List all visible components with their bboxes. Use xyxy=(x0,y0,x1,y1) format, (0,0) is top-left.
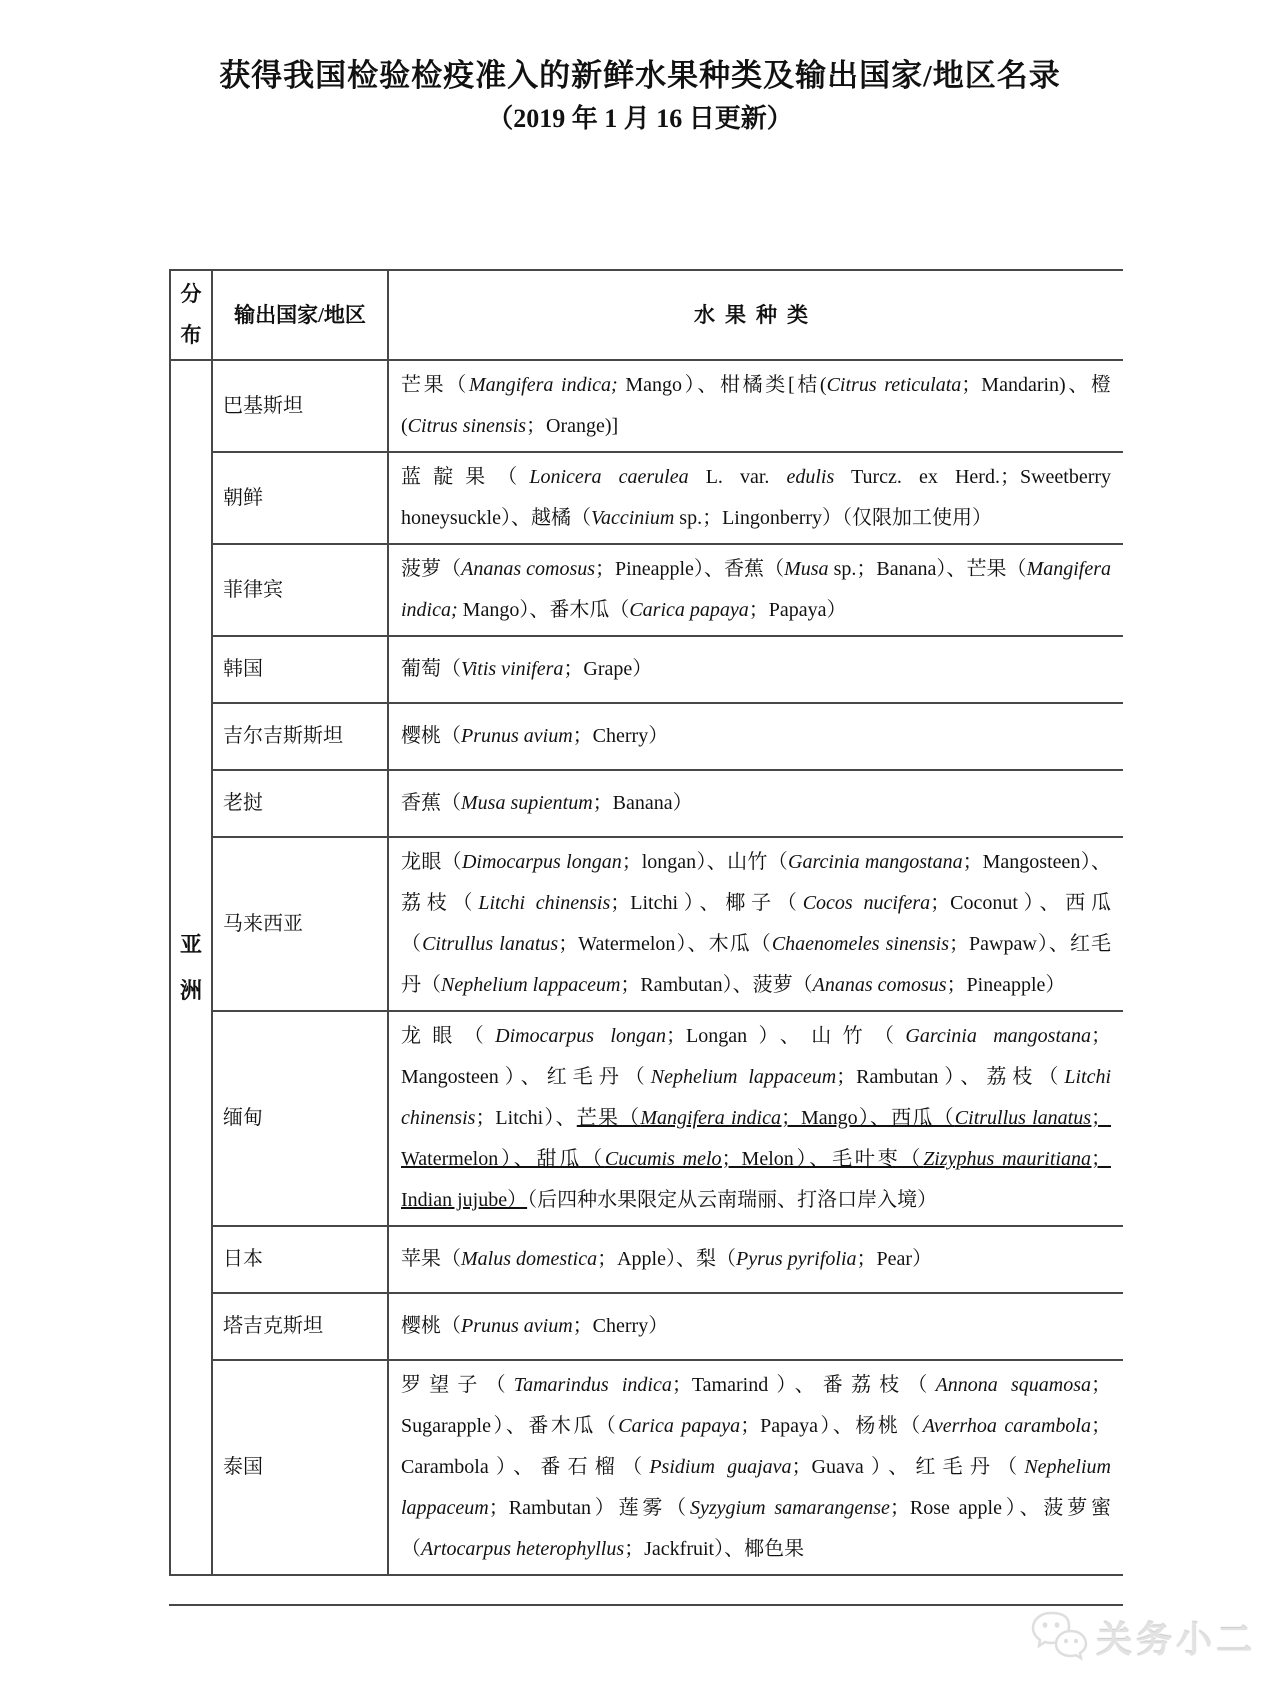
header-export-country: 输出国家/地区 xyxy=(212,270,388,360)
table-row xyxy=(170,770,1123,837)
table-row xyxy=(170,1360,1123,1575)
fruit-cell: 龙眼（Dimocarpus longan；longan）、山竹（Garcinia mangostana；Mangosteen）、荔枝（Litchi chinensis；Litchi）、椰子（Cocos nucifera；Coconut）、西瓜（Citrullus lanatus；Watermelon）、木瓜（Chaenomeles sinensis；Pawpaw）、红毛丹（Nephelium lappaceum；Rambutan）、菠萝（Ananas comosus；Pineapple） xyxy=(388,837,1123,1011)
fruit-cell: 菠萝（Ananas comosus；Pineapple）、香蕉（Musa sp.；Banana）、芒果（Mangifera indica; Mango）、番木瓜（Carica papaya；Papaya） xyxy=(388,544,1123,636)
table-row xyxy=(170,1011,1123,1226)
country-cell: 菲律宾 xyxy=(212,544,388,636)
table-row xyxy=(170,837,1123,1011)
watermark-text: 关务小二 xyxy=(1095,1619,1256,1660)
fruit-access-table xyxy=(169,269,1123,1576)
country-cell: 韩国 xyxy=(212,636,388,703)
fruit-cell: 樱桃（Prunus avium；Cherry） xyxy=(388,1293,1123,1360)
fruit-cell: 罗望子（Tamarindus indica；Tamarind）、番荔枝（Annona squamosa；Sugarapple）、番木瓜（Carica papaya；Papaya）、杨桃（Averrhoa carambola；Carambola）、番石榴（Psidium guajava；Guava）、红毛丹（Nephelium lappaceum；Rambutan）莲雾（Syzygium samarangense；Rose apple）、菠萝蜜（Artocarpus heterophyllus；Jackfruit）、椰色果 xyxy=(388,1360,1123,1575)
country-cell: 塔吉克斯坦 xyxy=(212,1293,388,1360)
table-row xyxy=(170,703,1123,770)
region-label: 亚洲 xyxy=(179,931,202,1003)
table-row xyxy=(170,452,1123,544)
table-header-row xyxy=(170,270,1123,360)
watermark xyxy=(1030,1609,1256,1666)
country-cell: 朝鲜 xyxy=(212,452,388,544)
fruit-cell: 樱桃（Prunus avium；Cherry） xyxy=(388,703,1123,770)
country-cell: 缅甸 xyxy=(212,1011,388,1226)
region-cell-asia xyxy=(170,360,212,1575)
fruit-cell: 香蕉（Musa supientum；Banana） xyxy=(388,770,1123,837)
country-cell: 泰国 xyxy=(212,1360,388,1575)
fruit-cell: 苹果（Malus domestica；Apple）、梨（Pyrus pyrifolia；Pear） xyxy=(388,1226,1123,1293)
fruit-access-table-wrap xyxy=(169,269,1123,1606)
page-subtitle: （2019 年 1 月 16 日更新） xyxy=(487,104,793,133)
country-cell: 吉尔吉斯斯坦 xyxy=(212,703,388,770)
fruit-cell: 芒果（Mangifera indica; Mango）、柑橘类[桔(Citrus reticulata；Mandarin)、橙(Citrus sinensis；Orange)] xyxy=(388,360,1123,452)
table-row xyxy=(170,360,1123,452)
country-cell: 巴基斯坦 xyxy=(212,360,388,452)
header-fruit-types: 水果种类 xyxy=(388,270,1123,360)
fruit-cell: 葡萄（Vitis vinifera；Grape） xyxy=(388,636,1123,703)
country-cell: 日本 xyxy=(212,1226,388,1293)
country-cell: 老挝 xyxy=(212,770,388,837)
table-row xyxy=(170,1293,1123,1360)
header-distribution: 分布 xyxy=(170,270,212,360)
wechat-icon xyxy=(1030,1609,1088,1666)
page-title: 获得我国检验检疫准入的新鲜水果种类及输出国家/地区名录 xyxy=(219,58,1061,93)
table-row xyxy=(170,1226,1123,1293)
country-cell: 马来西亚 xyxy=(212,837,388,1011)
table-body xyxy=(170,360,1123,1575)
table-row xyxy=(170,544,1123,636)
fruit-cell: 龙眼（Dimocarpus longan；Longan）、山竹（Garcinia mangostana；Mangosteen）、红毛丹（Nephelium lappaceum；Rambutan）、荔枝（Litchi chinensis；Litchi）、芒果（Mangifera indica；Mango）、西瓜（Citrullus lanatus；Watermelon）、甜瓜（Cucumis melo；Melon）、毛叶枣（Zizyphus mauritiana；Indian jujube）（后四种水果限定从云南瑞丽、打洛口岸入境） xyxy=(388,1011,1123,1226)
table-row xyxy=(170,636,1123,703)
fruit-cell: 蓝靛果（Lonicera caerulea L. var. edulis Turcz. ex Herd.；Sweetberry honeysuckle）、越橘（Vaccinium sp.；Lingonberry）（仅限加工使用） xyxy=(388,452,1123,544)
